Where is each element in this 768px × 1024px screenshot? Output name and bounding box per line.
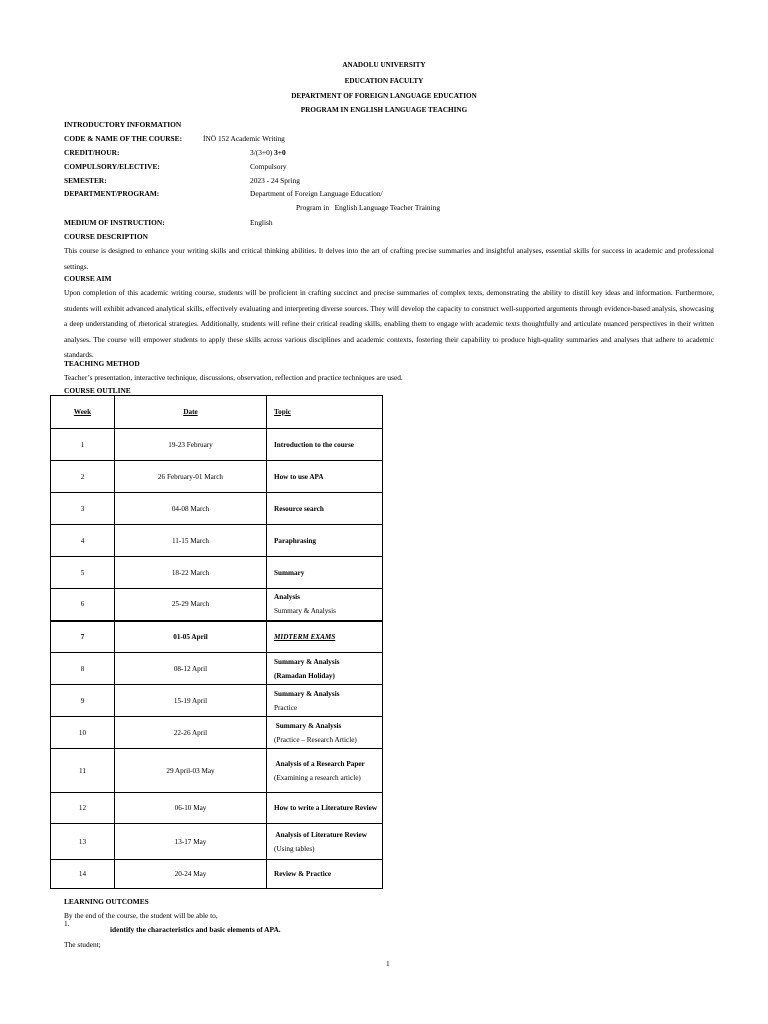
- topic-cell: [267, 685, 383, 717]
- week-cell: 9: [51, 685, 115, 717]
- topic-cell: [267, 653, 383, 685]
- medium-label: MEDIUM OF INSTRUCTION:: [64, 218, 165, 227]
- aim-heading: COURSE AIM: [64, 274, 112, 283]
- student-label: The student;: [64, 940, 101, 949]
- topic-line-2: (Using tables): [274, 844, 315, 853]
- credit-value-text: 3/(3+0): [250, 148, 273, 157]
- topic-cell: [267, 749, 383, 793]
- date-cell: 04-08 March: [115, 493, 267, 525]
- date-cell: 22-26 April: [115, 717, 267, 749]
- semester-label: SEMESTER:: [64, 176, 107, 185]
- week-cell: 1: [51, 429, 115, 461]
- topic-cell: How to use APA: [267, 461, 383, 493]
- date-cell: 08-12 April: [115, 653, 267, 685]
- page-number: 1: [386, 959, 390, 968]
- week-cell: 5: [51, 557, 115, 589]
- credit-value-bold: 3+0: [274, 148, 286, 157]
- outcomes-heading: LEARNING OUTCOMES: [64, 897, 149, 906]
- faculty-title: EDUCATION FACULTY: [344, 77, 424, 85]
- table-row: [51, 860, 383, 889]
- week-cell: 12: [51, 793, 115, 824]
- topic-line-1: Analysis of Literature Review: [274, 830, 367, 839]
- department-title: DEPARTMENT OF FOREIGN LANGUAGE EDUCATION: [291, 92, 477, 100]
- method-heading: TEACHING METHOD: [64, 359, 140, 368]
- intro-heading: INTRODUCTORY INFORMATION: [64, 120, 182, 129]
- date-cell: 19-23 February: [115, 429, 267, 461]
- table-row: [51, 621, 383, 653]
- date-column-header: Date: [115, 396, 267, 429]
- date-cell: 06-10 May: [115, 793, 267, 824]
- date-cell: 20-24 May: [115, 860, 267, 889]
- outcome-item: identify the characteristics and basic elements of APA.: [110, 925, 281, 934]
- topic-cell: Review & Practice: [267, 860, 383, 889]
- week-cell: 11: [51, 749, 115, 793]
- credit-label: CREDIT/HOUR:: [64, 148, 120, 157]
- week-cell: 8: [51, 653, 115, 685]
- week-cell: 3: [51, 493, 115, 525]
- semester-value: 2023 - 24 Spring: [250, 176, 300, 185]
- topic-line-1: Analysis: [274, 593, 300, 602]
- table-row: [51, 717, 383, 749]
- date-cell: 13-17 May: [115, 824, 267, 860]
- compulsory-value: Compulsory: [250, 162, 287, 171]
- week-cell: 6: [51, 589, 115, 621]
- week-cell: 7: [51, 621, 115, 653]
- topic-line-2: (Practice – Research Article): [274, 735, 357, 744]
- date-cell: 15-19 April: [115, 685, 267, 717]
- department-value: Department of Foreign Language Education/: [250, 189, 383, 198]
- table-row: [51, 461, 383, 493]
- topic-cell: Introduction to the course: [267, 429, 383, 461]
- credit-value: [250, 148, 286, 157]
- week-cell: 4: [51, 525, 115, 557]
- week-cell: 13: [51, 824, 115, 860]
- outcomes-intro: By the end of the course, the student will be able to,: [64, 911, 218, 920]
- compulsory-label: COMPULSORY/ELECTIVE:: [64, 162, 160, 171]
- topic-cell: [267, 717, 383, 749]
- topic-cell: [267, 824, 383, 860]
- code-value: İNÖ 152 Academic Writing: [203, 134, 285, 143]
- topic-cell: [267, 589, 383, 621]
- week-column-header: Week: [51, 396, 115, 429]
- table-row: [51, 793, 383, 824]
- medium-value: English: [250, 218, 273, 227]
- topic-cell: Paraphrasing: [267, 525, 383, 557]
- outline-heading: COURSE OUTLINE: [64, 386, 131, 395]
- date-cell: 01-05 April: [115, 621, 267, 653]
- topic-line-1: Summary & Analysis: [274, 689, 340, 698]
- table-row: [51, 749, 383, 793]
- topic-line-2: Practice: [274, 703, 298, 712]
- topic-line-1: Summary & Analysis: [274, 721, 342, 730]
- table-row: [51, 429, 383, 461]
- topic-column-header: Topic: [267, 396, 383, 429]
- table-row: [51, 493, 383, 525]
- date-cell: 29 April-03 May: [115, 749, 267, 793]
- outcome-number: 1.: [64, 919, 70, 928]
- method-text: Teacher’s presentation, interactive technique, discussions, observation, reflection and practice techniques are used.: [64, 373, 403, 382]
- program-value: Program in English Language Teacher Training: [296, 203, 441, 212]
- topic-line-2: (Ramadan Holiday): [274, 671, 335, 680]
- program-title: PROGRAM IN ENGLISH LANGUAGE TEACHING: [300, 106, 468, 114]
- department-label: DEPARTMENT/PROGRAM:: [64, 189, 160, 198]
- university-title: ANADOLU UNIVERSITY: [342, 61, 426, 69]
- table-row: [51, 557, 383, 589]
- topic-cell: Summary: [267, 557, 383, 589]
- topic-line-2: (Examining a research article): [274, 773, 361, 782]
- description-text: This course is designed to enhance your writing skills and critical thinking abilities. It delves into the art of crafting precise summaries and insightful analyses, essential skills for success in academic and professional settings.: [64, 246, 714, 271]
- topic-cell: How to write a Literature Review: [267, 793, 383, 824]
- table-row: [51, 824, 383, 860]
- table-row: [51, 525, 383, 557]
- week-cell: 14: [51, 860, 115, 889]
- week-cell: 2: [51, 461, 115, 493]
- topic-cell: MIDTERM EXAMS: [267, 621, 383, 653]
- aim-text: Upon completion of this academic writing course, students will be proficient in crafting succinct and precise summaries of complex texts, demonstrating the ability to distill key ideas and information. Furthermore, students will exhibit advanced analytical skills, effectively evaluating and interpreting diverse sources. They will develop the capacity to construct well-supported arguments through evidence-based analysis, showcasing a deep understanding of rhetorical strategies. Additionally, students will refine their critical reading skills, enabling them to engage with academic texts thoughtfully and articulate nuanced perspectives in their written analyses. The course will empower students to apply these skills across various disciplines and academic contexts, fostering their capability to produce high-quality summaries and analyses that adhere to academic standards.: [64, 288, 714, 359]
- topic-line-1: Analysis of a Research Paper: [274, 759, 365, 768]
- table-row: [51, 653, 383, 685]
- date-cell: 11-15 March: [115, 525, 267, 557]
- topic-line-1: Summary & Analysis: [274, 657, 340, 666]
- table-row: [51, 685, 383, 717]
- topic-line-2: Summary & Analysis: [274, 607, 336, 616]
- table-header-row: [51, 396, 383, 429]
- date-cell: 26 February-01 March: [115, 461, 267, 493]
- table-row: [51, 589, 383, 621]
- course-outline-table: [50, 395, 383, 889]
- date-cell: 18-22 March: [115, 557, 267, 589]
- week-cell: 10: [51, 717, 115, 749]
- description-heading: COURSE DESCRIPTION: [64, 232, 148, 241]
- topic-cell: Resource search: [267, 493, 383, 525]
- code-label: CODE & NAME OF THE COURSE:: [64, 134, 183, 143]
- date-cell: 25-29 March: [115, 589, 267, 621]
